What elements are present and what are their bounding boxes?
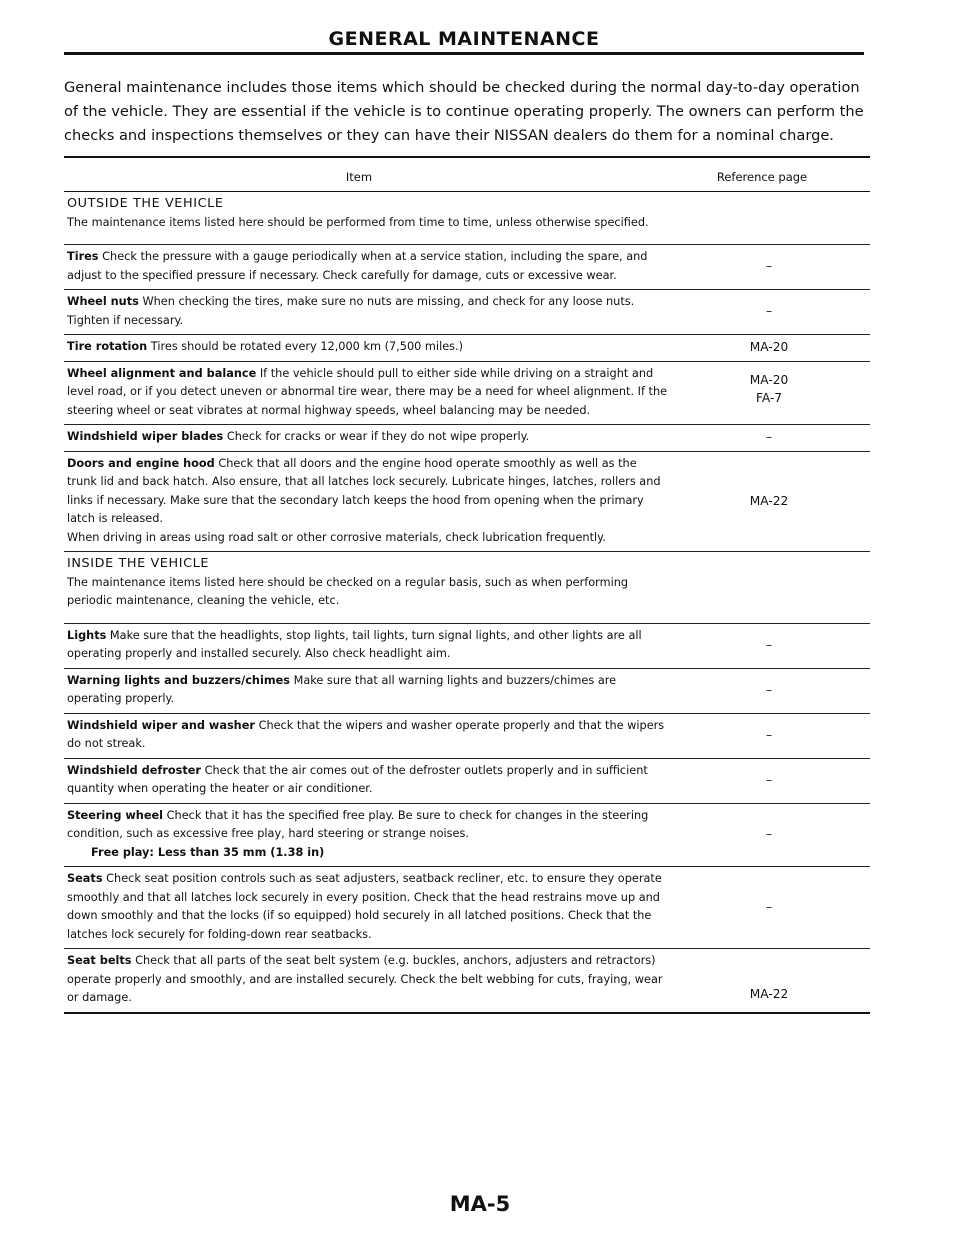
title-rule [64, 52, 864, 55]
ref-page: – [765, 772, 773, 787]
ref-page: – [765, 259, 773, 274]
item-label: Wheel nuts [67, 295, 139, 308]
item-text: Make sure that the headlights, stop lights, tail lights, turn signal lights, and other lights are all operating properly and installed securely. Also check headlight aim. [67, 628, 642, 660]
item-label: Seat belts [67, 954, 132, 967]
item-text: Check that the air comes out of the defroster outlets properly and in sufficient quantity when operating the heater or air conditioner. [67, 763, 648, 795]
item-text-2: When driving in areas using road salt or other corrosive materials, check lubrication frequently. [67, 530, 606, 544]
item-text: Check that it has the specified free play. Be sure to check for changes in the steering condition, such as excessive free play, hard steering or strange noises. [67, 808, 649, 840]
spec-line: Free play: Less than 35 mm (1.38 in) [91, 845, 325, 859]
page-number: MA-5 [449, 1192, 511, 1216]
ref-page: – [765, 682, 773, 697]
ref-page: – [765, 827, 773, 841]
section-title: OUTSIDE THE VEHICLE [67, 196, 224, 211]
section-desc: The maintenance items listed here should be checked on a regular basis, such as when performing periodic maintenance, cleaning the vehicle, etc. [67, 575, 629, 607]
section-inside [64, 552, 870, 624]
item-text: Tires should be rotated every 12,000 km (7,500 miles.) [150, 340, 464, 353]
table-header [64, 156, 870, 192]
row-tire-rotation [64, 335, 870, 362]
row-seats [64, 867, 870, 949]
row-tires [64, 245, 870, 290]
header-item: Item [345, 170, 373, 184]
item-label: Warning lights and buzzers/chimes [67, 673, 290, 687]
section-desc: The maintenance items listed here should be performed from time to time, unless otherwise specified. [67, 215, 649, 229]
page-title: GENERAL MAINTENANCE [328, 28, 600, 50]
ref-page: MA-22 [749, 493, 789, 508]
item-text: Check seat position controls such as seat adjusters, seatback recliner, etc. to ensure they operate smoothly and that all latches lock securely in every position. Check that the head restrains move up and down smoothly and that the locks (if so equipped) hold securely in all latched positions. Check that the latches lock securely for folding-down rear seatbacks. [67, 872, 662, 941]
item-label: Tires [67, 250, 99, 263]
row-wiper-blades [64, 425, 870, 452]
row-seat-belts [64, 949, 870, 1014]
item-text: When checking the tires, make sure no nuts are missing, and check for any loose nuts. Tighten if necessary. [67, 295, 635, 327]
item-label: Lights [67, 628, 107, 642]
item-label: Windshield wiper blades [67, 430, 224, 443]
row-wiper-washer [64, 714, 870, 759]
row-warning-lights [64, 669, 870, 714]
ref-page: FA-7 [755, 391, 783, 405]
item-label: Steering wheel [67, 808, 164, 822]
row-steering-wheel [64, 804, 870, 868]
row-defroster [64, 759, 870, 804]
row-lights [64, 624, 870, 669]
item-label: Windshield defroster [67, 763, 202, 777]
item-text: If the vehicle should pull to either side while driving on a straight and level road, or if you detect uneven or abnormal tire wear, there may be a need for wheel alignment. If the steering wheel or seat vibrates at normal highway speeds, wheel balancing may be needed. [67, 366, 668, 417]
item-label: Doors and engine hood [67, 456, 215, 470]
ref-page: – [765, 727, 773, 742]
ref-page: – [765, 899, 773, 914]
item-text: Make sure that all warning lights and buzzers/chimes are operating properly. [67, 673, 617, 705]
item-text: Check that all parts of the seat belt system (e.g. buckles, anchors, adjusters and retractors) operate properly and smoothly, and are installed securely. Check the belt webbing for cuts, fraying, wear or damage. [67, 954, 663, 1004]
intro-paragraph: General maintenance includes those items which should be checked during the normal day-to-day operation of the vehicle. They are essential if the vehicle is to continue operating properly. The owners can perform the checks and inspections themselves or they can have their NISSAN dealers do them for a nominal charge. [64, 79, 864, 144]
item-text: Check for cracks or wear if they do not wipe properly. [226, 430, 530, 443]
maintenance-table [64, 156, 870, 1014]
ref-page: MA-20 [749, 372, 789, 387]
ref-page: MA-22 [749, 987, 789, 1001]
section-title: INSIDE THE VEHICLE [67, 556, 210, 571]
ref-page: – [765, 430, 773, 444]
item-label: Windshield wiper and washer [67, 718, 255, 732]
ref-page: – [765, 304, 773, 319]
row-wheel-alignment [64, 362, 870, 426]
item-label: Wheel alignment and balance [67, 366, 257, 380]
section-outside [64, 192, 870, 245]
item-text: Check the pressure with a gauge periodically when at a service station, including the spare, and adjust to the specified pressure if necessary. Check carefully for damage, cuts or excessive wear. [67, 250, 648, 282]
item-label: Seats [67, 872, 103, 885]
ref-page: – [765, 637, 773, 652]
row-wheel-nuts [64, 290, 870, 335]
item-label: Tire rotation [67, 340, 148, 353]
item-text: Check that all doors and the engine hood operate smoothly as well as the trunk lid and back hatch. Also ensure, that all latches lock securely. Lubricate hinges, latches, rollers and links if necessary. Make sure that the secondary latch keeps the hood from opening when the primary latch is released. [67, 456, 661, 525]
ref-page: MA-20 [749, 340, 789, 354]
row-doors-hood [64, 452, 870, 553]
item-text: Check that the wipers and washer operate properly and that the wipers do not streak. [67, 718, 665, 750]
header-reference: Reference page [716, 170, 808, 184]
